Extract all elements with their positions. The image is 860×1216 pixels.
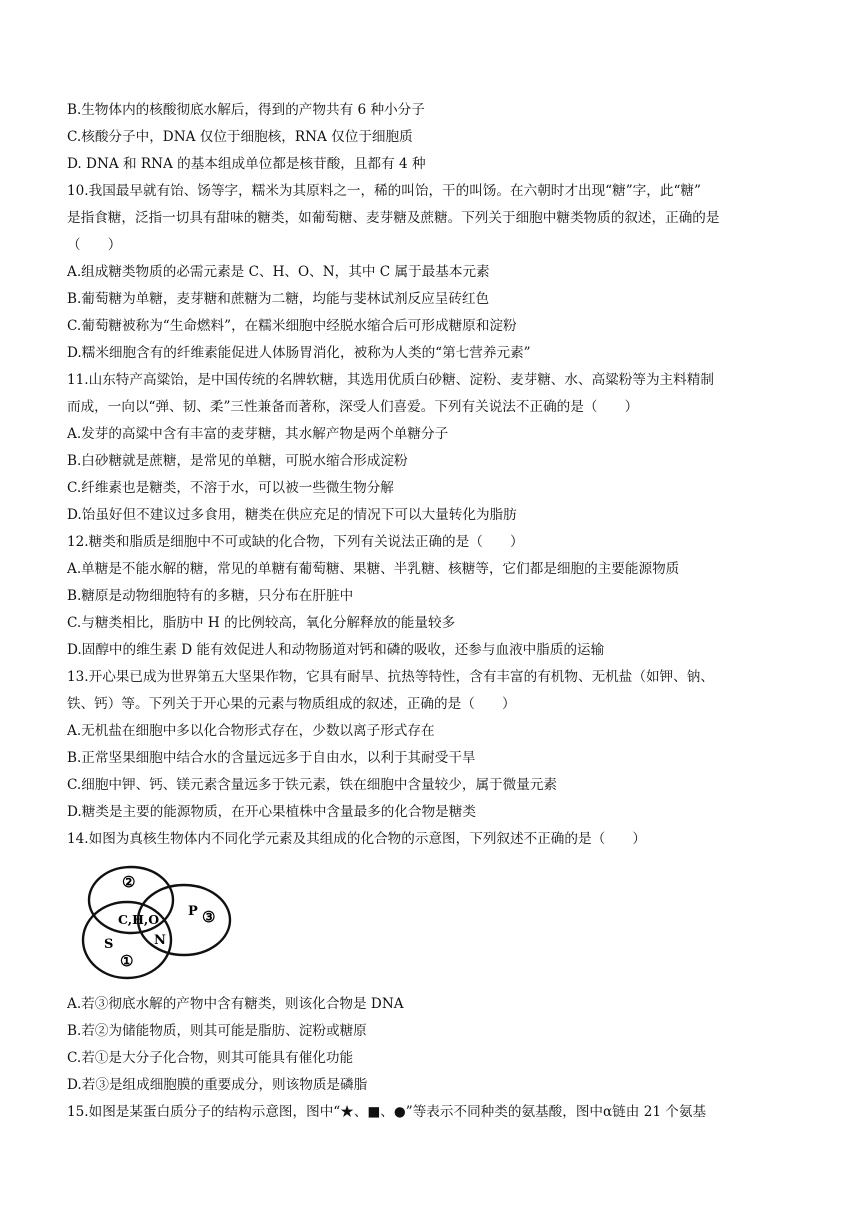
q11-stem-line-2: 而成，一向以“弹、韧、柔”三性兼备而著称，深受人们喜爱。下列有关说法不正确的是（ ） <box>67 399 639 415</box>
q13-stem-line-2: 铁、钙）等。下列关于开心果的元素与物质组成的叙述，正确的是（ ） <box>67 696 516 712</box>
label-circle-3: ③ <box>202 908 216 926</box>
q11-option-b: B.白砂糖就是蔗糖，是常见的单糖，可脱水缩合形成淀粉 <box>67 453 408 469</box>
q13-option-a: A.无机盐在细胞中多以化合物形式存在，少数以离子形式存在 <box>67 723 435 739</box>
venn-diagram <box>76 862 236 984</box>
q11-option-d: D.饴虽好但不建议过多食用，糖类在供应充足的情况下可以大量转化为脂肪 <box>67 507 517 523</box>
q12-stem: 12.糖类和脂质是细胞中不可或缺的化合物，下列有关说法正确的是（ ） <box>67 534 524 550</box>
q12-option-a: A.单糖是不能水解的糖，常见的单糖有葡萄糖、果糖、半乳糖、核糖等，它们都是细胞的主要能源物质 <box>67 561 680 577</box>
q11-stem-line-1: 11.山东特产高粱饴，是中国传统的名牌软糖，其选用优质白砂糖、淀粉、麦芽糖、水、高粱粉等为主料精制 <box>67 372 714 388</box>
q12-option-b: B.糖原是动物细胞特有的多糖，只分布在肝脏中 <box>67 588 354 604</box>
label-n: N <box>154 933 166 948</box>
q14-stem: 14.如图为真核生物体内不同化学元素及其组成的化合物的示意图，下列叙述不正确的是（ ） <box>67 831 646 847</box>
q13-option-c: C.细胞中钾、钙、镁元素含量远多于铁元素，铁在细胞中含量较少，属于微量元素 <box>67 777 558 793</box>
q10-stem-line-2: 是指食糖，泛指一切具有甜味的糖类，如葡萄糖、麦芽糖及蔗糖。下列关于细胞中糖类物质的叙述，正确的是 <box>67 210 720 226</box>
venn-diagram-svg <box>76 862 236 984</box>
q10-option-d: D.糯米细胞含有的纤维素能促进人体肠胃消化，被称为人类的“第七营养元素” <box>67 345 531 361</box>
q15-stem-line-1: 15.如图是某蛋白质分子的结构示意图，图中“★、■、●”等表示不同种类的氨基酸，图中α链由 21 个氨基 <box>67 1104 707 1120</box>
label-chno-center: C,H,O <box>118 912 160 927</box>
q10-stem-line-3: （ ） <box>67 237 122 253</box>
q9-option-d: D. DNA 和 RNA 的基本组成单位都是核苷酸，且都有 4 种 <box>67 156 426 172</box>
q10-stem-line-1: 10.我国最早就有饴、饧等字，糯米为其原料之一，稀的叫饴，干的叫饧。在六朝时才出现“糖”字，此“糖” <box>67 183 701 199</box>
q12-option-d: D.固醇中的维生素 D 能有效促进人和动物肠道对钙和磷的吸收，还参与血液中脂质的运输 <box>67 642 605 658</box>
q13-option-b: B.正常坚果细胞中结合水的含量远远多于自由水，以利于其耐受干旱 <box>67 750 476 766</box>
q9-option-b: B.生物体内的核酸彻底水解后，得到的产物共有 6 种小分子 <box>67 102 425 118</box>
q10-option-b: B.葡萄糖为单糖，麦芽糖和蔗糖为二糖，均能与斐林试剂反应呈砖红色 <box>67 291 490 307</box>
q14-option-b: B.若②为储能物质，则其可能是脂肪、淀粉或糖原 <box>67 1023 367 1039</box>
label-s: S <box>104 937 114 952</box>
q14-option-d: D.若③是组成细胞膜的重要成分，则该物质是磷脂 <box>67 1077 368 1093</box>
q10-option-c: C.葡萄糖被称为“生命燃料”，在糯米细胞中经脱水缩合后可形成糖原和淀粉 <box>67 318 517 334</box>
label-circle-2: ② <box>122 873 136 891</box>
q9-option-c: C.核酸分子中，DNA 仅位于细胞核，RNA 仅位于细胞质 <box>67 129 413 145</box>
q14-option-a: A.若③彻底水解的产物中含有糖类，则该化合物是 DNA <box>67 996 404 1012</box>
q10-option-a: A.组成糖类物质的必需元素是 C、H、O、N，其中 C 属于最基本元素 <box>67 264 490 280</box>
q14-option-c: C.若①是大分子化合物，则其可能具有催化功能 <box>67 1050 354 1066</box>
q13-option-d: D.糖类是主要的能源物质，在开心果植株中含量最多的化合物是糖类 <box>67 804 476 820</box>
q11-option-a: A.发芽的高粱中含有丰富的麦芽糖，其水解产物是两个单糖分子 <box>67 426 449 442</box>
label-p: P <box>188 904 198 919</box>
q12-option-c: C.与糖类相比，脂肪中 H 的比例较高，氧化分解释放的能量较多 <box>67 615 456 631</box>
q13-stem-line-1: 13.开心果已成为世界第五大坚果作物，它具有耐旱、抗热等特性，含有丰富的有机物、无机盐（如钾、钠、 <box>67 669 714 685</box>
label-circle-1: ① <box>120 952 134 970</box>
q11-option-c: C.纤维素也是糖类，不溶于水，可以被一些微生物分解 <box>67 480 394 496</box>
